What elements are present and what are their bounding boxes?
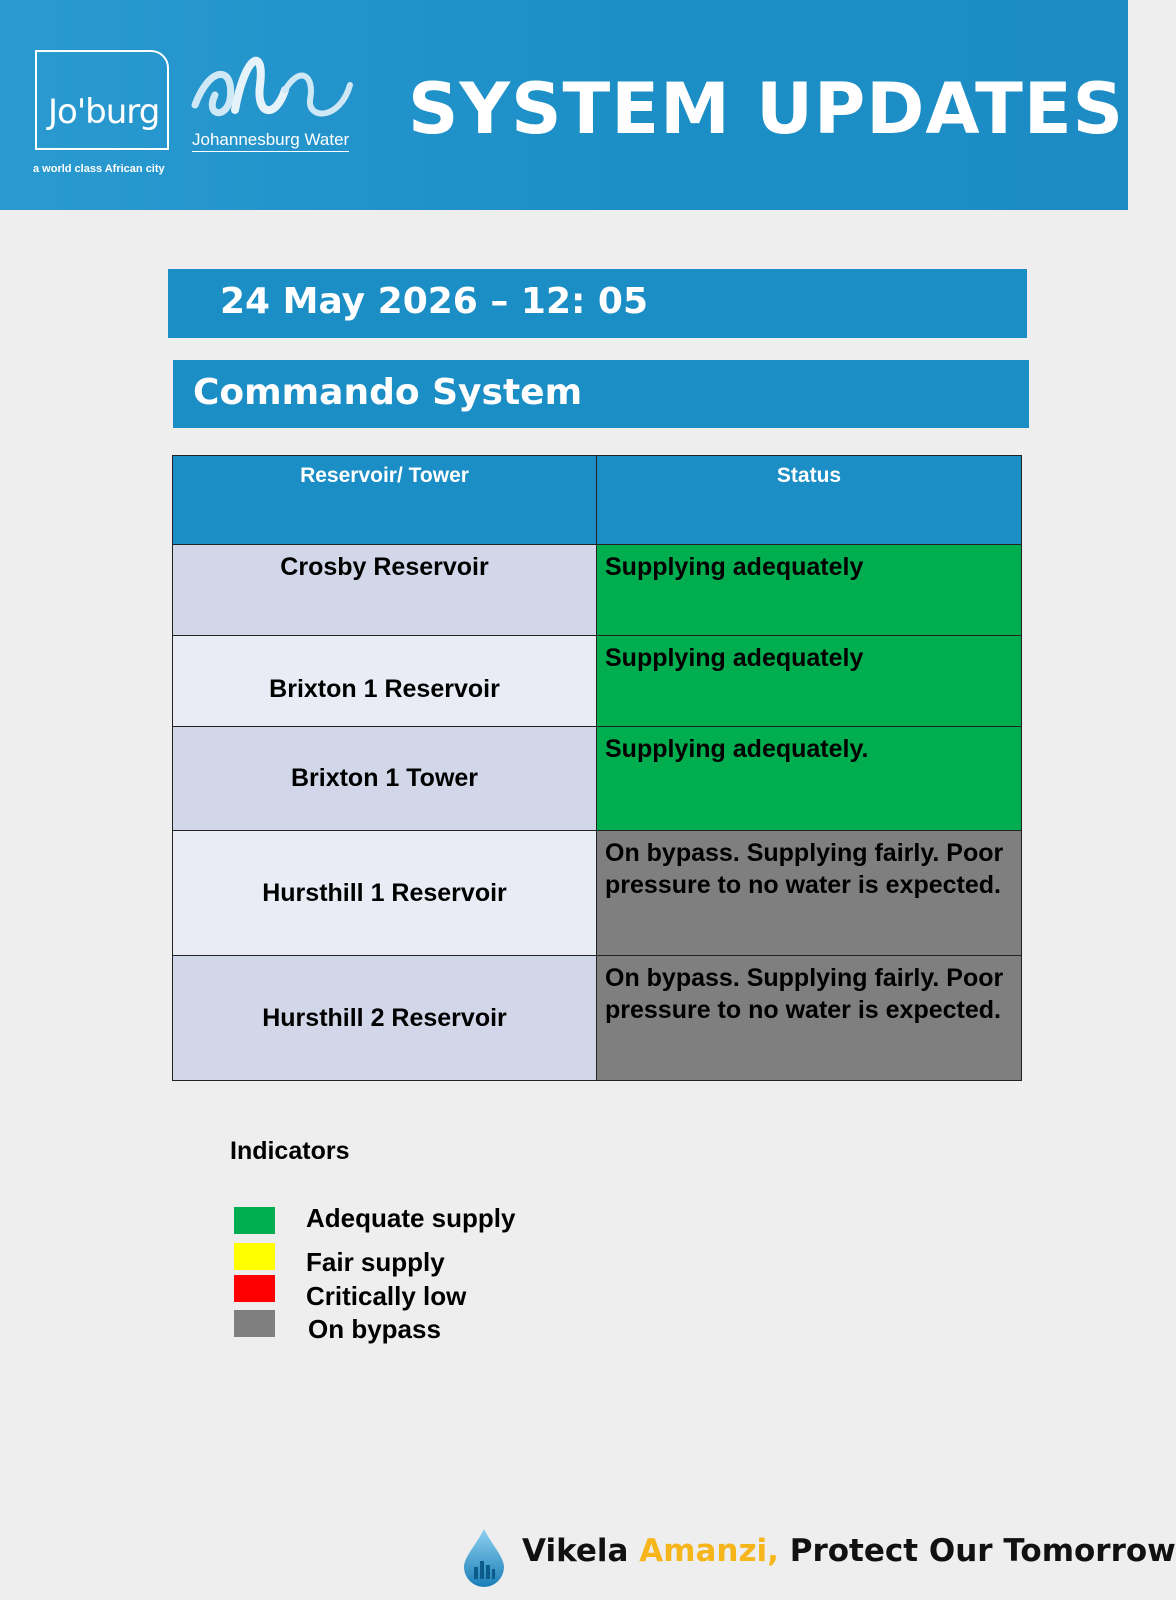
reservoir-status-table (172, 455, 1022, 1081)
joburg-logo-text: Jo'burg (48, 92, 160, 132)
footer-text-accent: Amanzi, (639, 1533, 779, 1569)
table-row (173, 831, 1022, 956)
legend-label: Adequate supply (306, 1203, 516, 1233)
header-banner (0, 0, 1128, 210)
table-header-row (173, 456, 1022, 545)
status-cell: On bypass. Supplying fairly. Poor pressure to no water is expected. (597, 831, 1022, 956)
page-title: SYSTEM UPDATES (408, 68, 1125, 150)
footer-text-part1: Vikela (522, 1533, 640, 1569)
water-wave-icon (190, 45, 370, 130)
system-bar (173, 360, 1029, 428)
reservoir-name: Hursthill 2 Reservoir (173, 956, 597, 1081)
johannesburg-water-name: Johannesburg Water (192, 130, 349, 152)
update-timestamp: 24 May 2026 – 12: 05 (220, 281, 649, 322)
status-cell: Supplying adequately (597, 545, 1022, 636)
column-header-status: Status (597, 456, 1022, 545)
legend-label: Critically low (306, 1281, 467, 1311)
reservoir-name: Brixton 1 Tower (173, 727, 597, 831)
footer-text (522, 1533, 1176, 1569)
table-row (173, 956, 1022, 1081)
footer-text-part3: Protect Our Tomorrow (778, 1533, 1176, 1569)
column-header-reservoir: Reservoir/ Tower (173, 456, 597, 545)
status-cell: On bypass. Supplying fairly. Poor pressure to no water is expected. (597, 956, 1022, 1081)
joburg-tagline: a world class African city (33, 163, 165, 175)
table-row (173, 727, 1022, 831)
water-drop-icon (462, 1527, 506, 1587)
table-row (173, 545, 1022, 636)
indicators-legend (230, 1137, 516, 1344)
reservoir-name: Crosby Reservoir (173, 545, 597, 636)
legend-swatch-green (234, 1207, 275, 1234)
table-row (173, 636, 1022, 727)
date-bar (168, 269, 1027, 338)
legend-swatch-yellow (234, 1243, 275, 1270)
footer-slogan (462, 1525, 1176, 1585)
status-cell: Supplying adequately (597, 636, 1022, 727)
legend-label: On bypass (308, 1314, 441, 1344)
legend-title: Indicators (230, 1137, 350, 1165)
reservoir-name: Hursthill 1 Reservoir (173, 831, 597, 956)
system-name: Commando System (193, 372, 583, 413)
joburg-logo (30, 48, 180, 183)
legend-swatch-grey (234, 1310, 275, 1337)
johannesburg-water-logo (190, 45, 370, 160)
legend-swatch-red (234, 1275, 275, 1302)
status-cell: Supplying adequately. (597, 727, 1022, 831)
legend-label: Fair supply (306, 1247, 445, 1277)
reservoir-name: Brixton 1 Reservoir (173, 636, 597, 727)
